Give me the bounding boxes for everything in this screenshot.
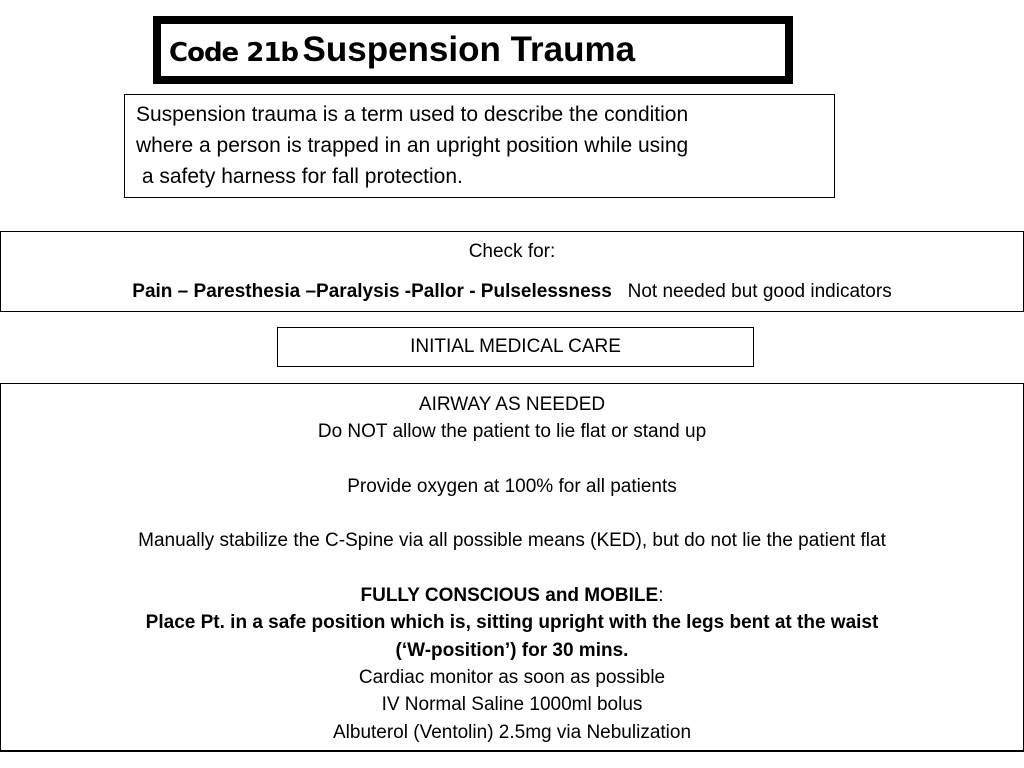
title-code: Code 21b [169,38,299,68]
title-box [153,16,793,84]
description-line: where a person is trapped in an upright position while using [136,134,689,157]
title-main: Suspension Trauma [302,30,636,69]
care-cspine: Manually stabilize the C-Spine via all possible means (KED), but do not lie the patient flat [138,530,886,552]
care-position-2: (‘W-position’) for 30 mins. [395,639,629,661]
care-iv: IV Normal Saline 1000ml bolus [381,694,643,716]
care-oxygen: Provide oxygen at 100% for all patients [347,475,677,497]
check-note: Not needed but good indicators [627,281,892,302]
care-cardiac: Cardiac monitor as soon as possible [358,666,666,688]
care-airway: AIRWAY AS NEEDED [418,394,606,415]
care-box [0,383,1024,752]
description-line: Suspension trauma is a term used to describe the condition [136,103,689,126]
initial-care-box [277,327,754,367]
check-for-box [0,231,1024,312]
check-heading: Check for: [468,241,556,262]
care-conscious-heading: FULLY CONSCIOUS and MOBILE [360,585,659,607]
check-signs-line [1,281,1023,303]
initial-care-heading: INITIAL MEDICAL CARE [410,336,621,357]
care-albuterol: Albuterol (Ventolin) 2.5mg via Nebulization [332,721,692,743]
description-line: a safety harness for fall protection. [136,165,463,188]
care-no-lie: Do NOT allow the patient to lie flat or stand up [317,421,707,443]
care-colon: : [658,585,664,607]
care-position-1: Place Pt. in a safe position which is, sitting upright with the legs bent at the waist [145,612,879,634]
care-conscious-line [1,582,1023,609]
check-signs: Pain – Paresthesia –Paralysis -Pallor - Pulselessness [132,281,612,302]
description-box [124,94,835,198]
